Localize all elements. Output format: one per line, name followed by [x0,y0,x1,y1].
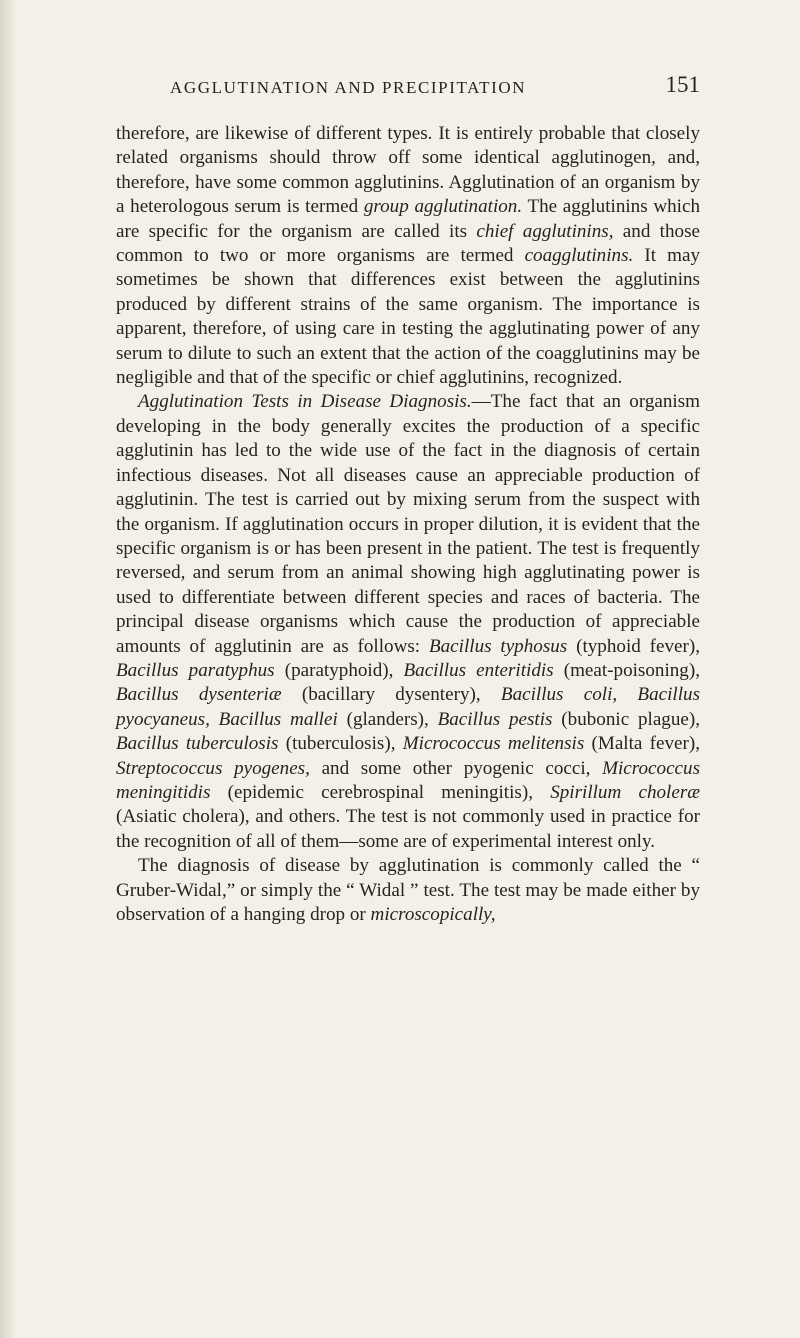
italic-text: Micrococcus melitensis [402,733,585,755]
text-run: (paratyphoid), [274,659,404,681]
paragraph [116,390,700,854]
text-run: therefore, are likewise of different types. It is entirely probable that closely related organisms should throw off some identical agglutinogen, and, therefore, have some common agglutinins. Agglutination of an organism by a heterologous serum is termed [116,123,700,218]
page-header [170,72,700,102]
text-run: and those common to two or more organisms are termed [116,220,700,267]
text-run: (glanders), [337,708,438,730]
italic-text: Bacillus pestis [437,708,553,730]
italic-text: Spirillum choleræ [550,781,700,803]
paragraph [116,854,700,927]
text-run: The agglutinins which are specific for the organism are called its [116,196,700,242]
italic-text: Bacillus paratyphus [116,659,275,681]
body-text [116,122,700,927]
text-run: (bubonic plague), [552,708,701,730]
italic-text: chief agglutinins, [476,220,614,242]
italic-text: Streptococcus pyogenes, [116,757,310,779]
italic-text: Bacillus typhosus [428,635,568,657]
text-run: (meat-poisoning), [553,659,700,681]
italic-text: Agglutination Tests in Disease Diagnosis. [138,391,472,413]
page-number: 151 [665,72,700,97]
page-edge-shadow [0,0,16,1338]
italic-text: Bacillus coli, Bacillus pyocyaneus, Bacillus mallei [116,684,701,730]
text-run: (tuberculosis), [278,733,403,755]
italic-text: coagglutinins. [524,245,634,267]
italic-text: group agglutination. [363,196,523,218]
text-run: (epidemic cerebrospinal meningitis), [210,781,551,803]
italic-text: Micrococcus meningitidis [116,757,700,803]
text-run: and some other pyogenic cocci, [309,757,603,779]
text-run: (Asiatic cholera), and others. The test is not commonly used in practice for the recognition of all of them—some are of experimental interest only. [116,806,700,852]
text-run: —The fact that an organism developing in the body generally excites the production of a specific agglutinin has led to the wide use of the fact in the diagnosis of certain infectious diseases. Not all diseases cause an appreciable production of agglutinin. The test is carried out by mixing serum from the suspect with the organism. If agglutination occurs in proper dilution, it is evident that the specific organism is or has been present in the patient. The test is frequently reversed, and serum from an animal showing high agglutinating power is used to differentiate between different species and races of bacteria. The principal disease organisms which cause the production of appreciable amounts of agglutinin are as follows: [116,391,700,657]
italic-text: Bacillus tuberculosis [116,733,279,755]
text-run: The diagnosis of disease by agglutination is commonly called the “ Gruber-Widal,” or simply the “ Widal ” test. The test may be made either by observation of a hanging drop or [116,855,700,925]
running-head: AGGLUTINATION AND PRECIPITATION [170,78,527,97]
paragraph [116,122,700,390]
text-run: (typhoid fever), [567,635,700,657]
italic-text: Bacillus enteritidis [403,659,554,681]
italic-text: microscopically, [370,904,496,925]
text-run: (Malta fever), [584,733,700,755]
italic-text: Bacillus dysenteriæ [116,684,282,706]
text-run: (bacillary dysentery), [281,684,501,706]
text-run: It may sometimes be shown that differences exist between the agglutinins produced by different strains of the same organism. The importance is apparent, therefore, of using care in testing the agglutinating power of any serum to dilute to such an extent that the action of the coagglutinins may be negligible and that of the specific or chief agglutinins, recognized. [116,245,700,389]
